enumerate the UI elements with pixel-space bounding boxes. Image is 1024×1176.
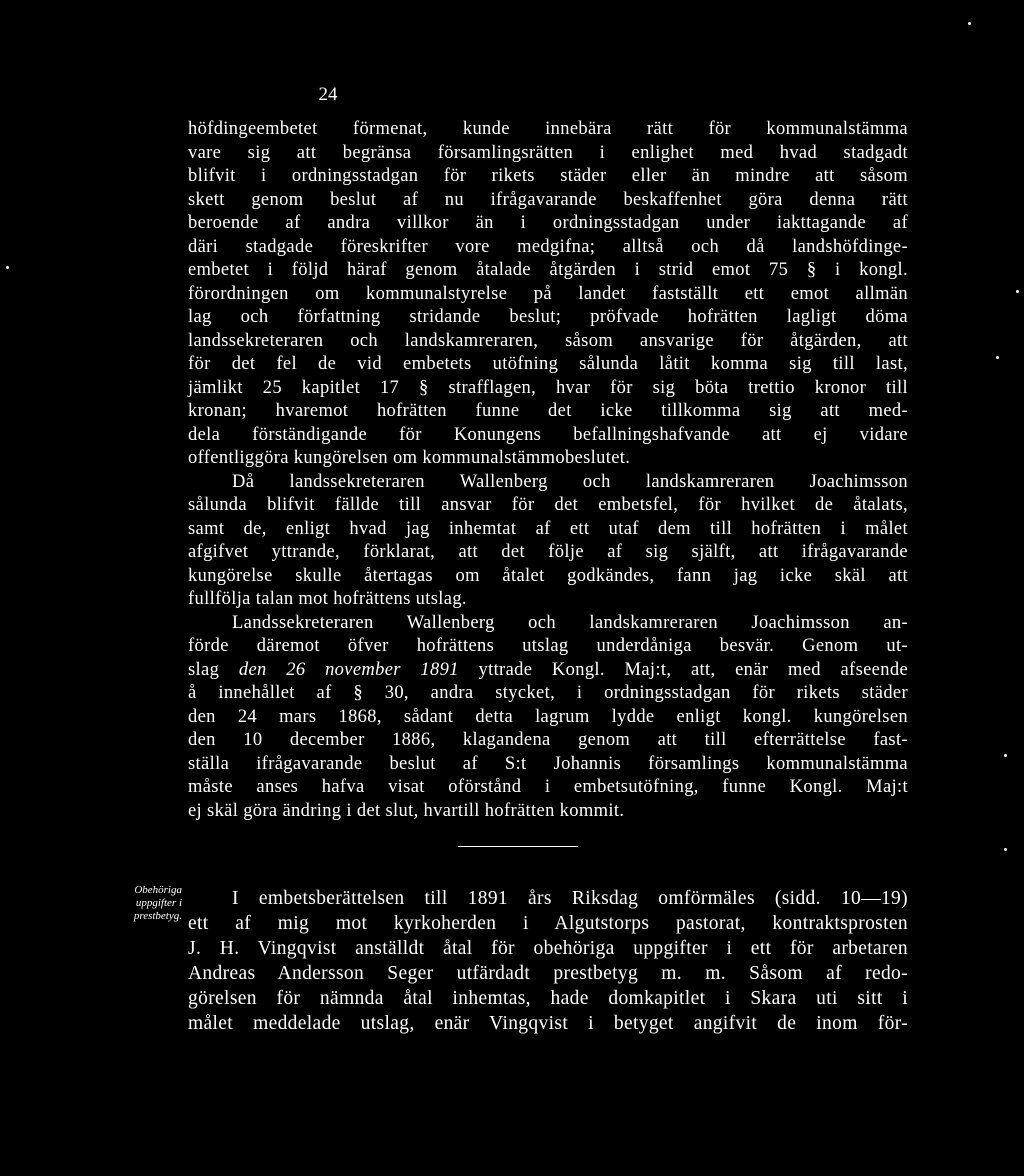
text-line: höfdingeembetet förmenat, kunde innebära rätt för kommunalstämma xyxy=(188,119,908,139)
text-line: för det fel de vid embetets utöfning sålunda låtit komma sig till last, xyxy=(188,354,908,374)
text-line: afgifvet yttrande, förklarat, att det följe af sig själft, att ifrågavarande xyxy=(188,542,908,562)
text-line: samt de, enligt hvad jag inhemtat af ett utaf dem till hofrätten i målet xyxy=(188,518,908,539)
text-line: J. H. Vingqvist anställdt åtal för obehöriga uppgifter i ett för arbetaren xyxy=(188,938,908,959)
text-line: ej skäl göra ändring i det slut, hvartill hofrätten kommit. xyxy=(188,800,625,821)
text-line: förde däremot öfver hofrättens utslag underdåniga besvär. Genom ut- xyxy=(188,636,908,656)
text-line: offentliggöra kungörelsen om kommunalstämmobeslutet. xyxy=(188,448,631,468)
text-line: Landssekreteraren Wallenberg och landskamreraren Joachimsson an- xyxy=(232,612,908,633)
margin-note-line: Obehöriga xyxy=(134,884,182,896)
text-line: Då landssekreteraren Wallenberg och landskamreraren Joachimsson xyxy=(232,471,908,492)
text-line xyxy=(188,659,908,683)
text-line: Andreas Andersson Seger utfärdadt prestbetyg m. m. Såsom af redo- xyxy=(188,963,908,984)
text-line: vare sig att begränsa församlingsrätten i enlighet med hvad stadgadt xyxy=(188,142,908,163)
text-line: landssekreteraren och landskamreraren, såsom ansvarige för åtgärden, att xyxy=(188,330,908,351)
text-line: kungörelse skulle återtagas om åtalet godkändes, fann jag icke skäl att xyxy=(188,565,908,586)
text-line: däri stadgade föreskrifter vore medgifna; alltså och då landshöfdinge- xyxy=(188,236,908,257)
scan-speck xyxy=(1016,290,1019,293)
text-line: skett genom beslut af nu ifrågavarande beskaffenhet göra denna rätt xyxy=(188,189,908,210)
text-line: å innehållet af § 30, andra stycket, i ordningsstadgan för rikets städer xyxy=(188,683,908,703)
scan-speck xyxy=(1004,754,1007,757)
text-line: lag och författning stridande beslut; pröfvade hofrätten lagligt döma xyxy=(188,307,908,327)
text-line: sålunda blifvit fällde till ansvar för det embetsfel, för hvilket de åtalats, xyxy=(188,495,908,515)
margin-note xyxy=(108,884,182,923)
text-line: beroende af andra villkor än i ordningsstadgan under iakttagande af xyxy=(188,213,908,233)
page-number: 24 xyxy=(318,84,338,105)
scan-speck xyxy=(968,22,971,25)
text-segment: yttrade Kongl. Maj:t, att, enär med afseende xyxy=(458,659,909,680)
text-line: fullfölja talan mot hofrättens utslag. xyxy=(188,589,467,609)
text-line: förordningen om kommunalstyrelse på landet fastställt ett emot allmän xyxy=(188,283,908,304)
text-line: blifvit i ordningsstadgan för rikets städer eller än mindre att såsom xyxy=(188,166,908,186)
text-line: görelsen för nämnda åtal inhemtas, hade domkapitlet i Skara uti sitt i xyxy=(188,988,908,1009)
text-line: målet meddelade utslag, enär Vingqvist i betyget angifvit de inom för- xyxy=(188,1013,908,1034)
text-line: ställa ifrågavarande beslut af S:t Johannis församlings kommunalstämma xyxy=(188,753,908,774)
text-line: dela förständigande för Konungens befallningshafvande att ej vidare xyxy=(188,424,908,445)
scan-speck xyxy=(996,356,999,359)
text-line: embetet i följd häraf genom åtalade åtgärden i strid emot 75 § i kongl. xyxy=(188,260,908,280)
text-line: I embetsberättelsen till 1891 års Riksdag omförmäles (sidd. 10—19) xyxy=(232,888,908,909)
text-line: den 24 mars 1868, sådant detta lagrum lydde enligt kongl. kungörelsen xyxy=(188,706,908,727)
text-segment: slag xyxy=(188,659,239,680)
text-line: jämlikt 25 kapitlet 17 § strafflagen, hvar för sig böta trettio kronor till xyxy=(188,377,908,398)
text-line: kronan; hvaremot hofrätten funne det icke tillkomma sig att med- xyxy=(188,401,908,421)
italic-date: den 26 november 1891 xyxy=(238,659,459,680)
text-line: ett af mig mot kyrkoherden i Algutstorps pastorat, kontraktsprosten xyxy=(188,913,908,934)
main-text-block xyxy=(188,118,908,823)
text-line: måste anses hafva visat oförstånd i embetsutöfning, funne Kongl. Maj:t xyxy=(188,777,908,797)
scan-speck xyxy=(6,266,9,269)
scan-speck xyxy=(1004,848,1007,851)
second-text-block xyxy=(188,886,908,1036)
text-line: den 10 december 1886, klagandena genom att till efterrättelse fast- xyxy=(188,730,908,750)
margin-note-line: uppgifter i xyxy=(135,897,182,909)
margin-note-line: prestbetyg. xyxy=(133,910,182,922)
section-divider xyxy=(458,846,578,847)
